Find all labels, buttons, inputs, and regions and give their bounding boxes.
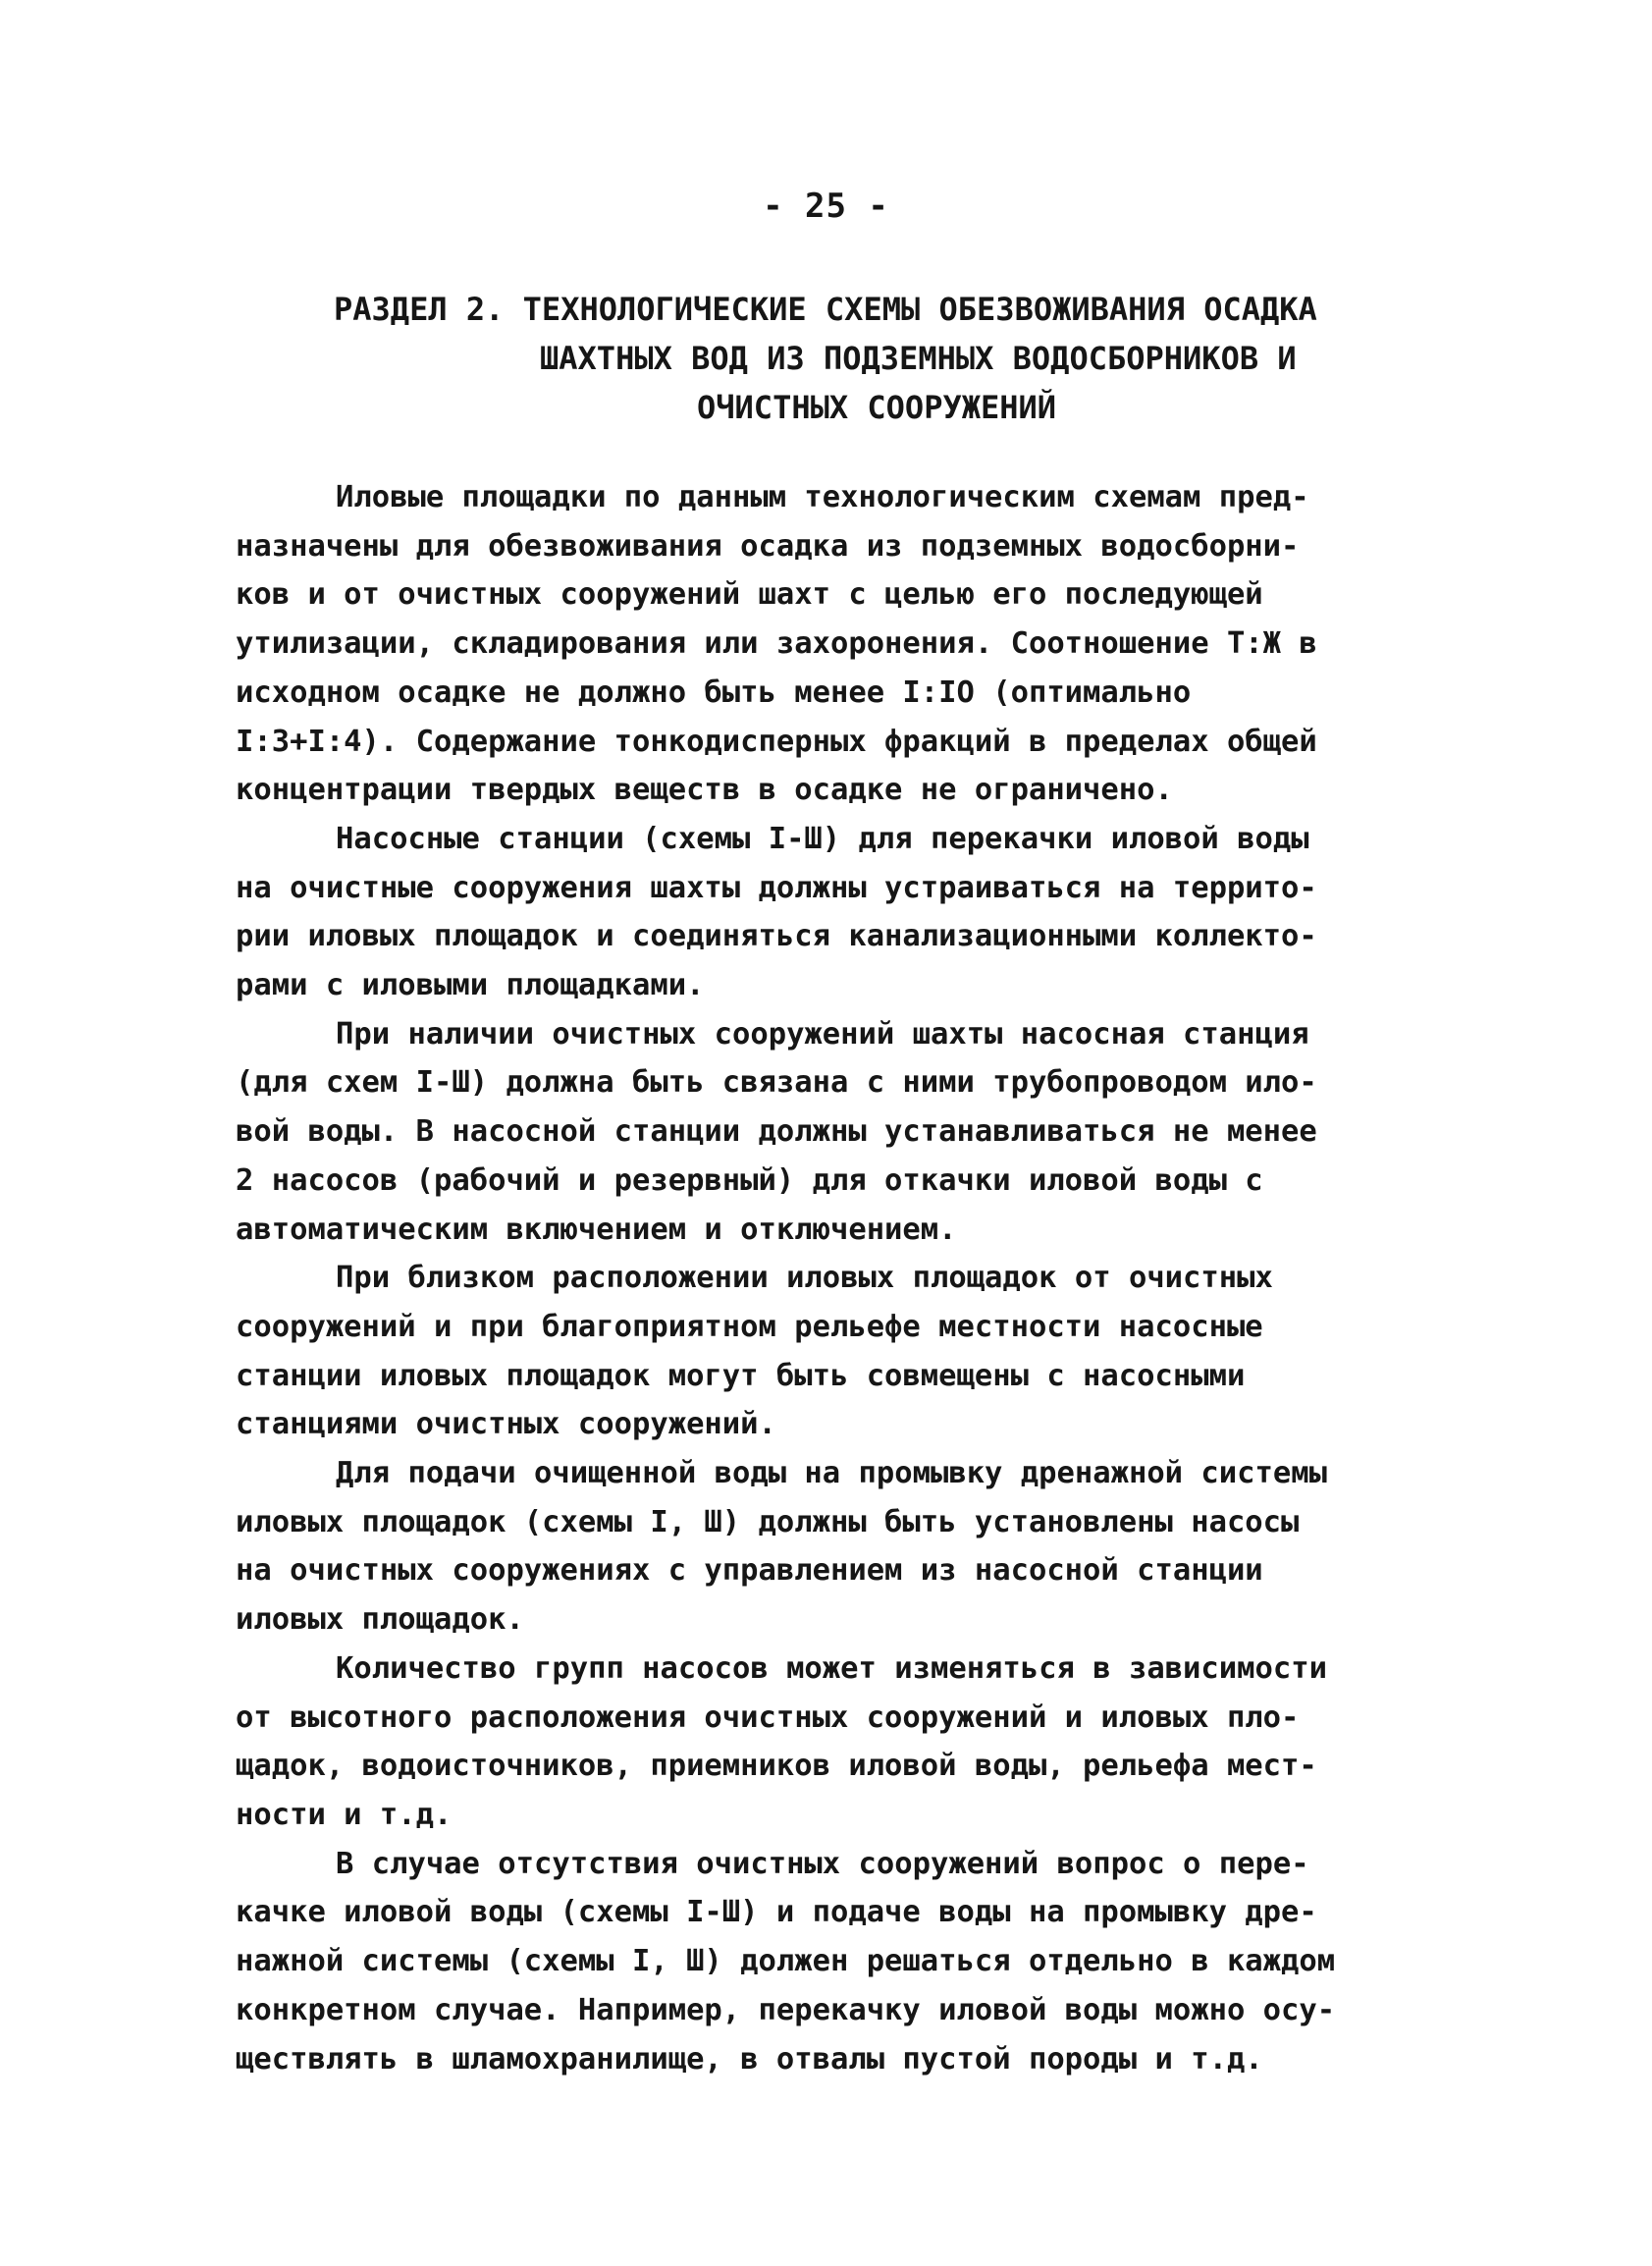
text-line: ществлять в шламохранилище, в отвалы пустой породы и т.д. [236, 2041, 1263, 2077]
text-line: (для схем I-Ш) должна быть связана с ними трубопроводом ило- [236, 1065, 1317, 1101]
text-line: При наличии очистных сооружений шахты насосная станция [336, 1016, 1309, 1052]
text-line: автоматическим включением и отключением. [236, 1212, 957, 1247]
text-line: ности и т.д. [236, 1797, 453, 1832]
text-line: рии иловых площадок и соединяться канализационными коллекто- [236, 919, 1317, 954]
text-line: на очистных сооружениях с управлением из насосной станции [236, 1553, 1263, 1589]
text-line: нажной системы (схемы I, Ш) должен решаться отдельно в каждом [236, 1944, 1336, 1979]
section-heading-line-2: ШАХТНЫХ ВОД ИЗ ПОДЗЕМНЫХ ВОДОСБОРНИКОВ И [540, 340, 1297, 377]
text-line: Количество групп насосов может изменяться в зависимости [336, 1650, 1327, 1686]
page-number: - 25 - [763, 187, 889, 226]
text-line: конкретном случае. Например, перекачку иловой воды можно осу- [236, 1992, 1336, 2027]
text-line: станции иловых площадок могут быть совмещены с насосными [236, 1358, 1246, 1393]
text-line: исходном осадке не должно быть менее I:IO (оптимально [236, 674, 1192, 710]
text-line: щадок, водоисточников, приемников иловой воды, рельефа мест- [236, 1749, 1317, 1784]
text-line: назначены для обезвоживания осадка из подземных водосборни- [236, 528, 1300, 564]
text-line: Для подачи очищенной воды на промывку дренажной системы [336, 1456, 1327, 1491]
text-line: вой воды. В насосной станции должны устанавливаться не менее [236, 1114, 1317, 1150]
text-line: концентрации твердых веществ в осадке не ограничено. [236, 773, 1173, 808]
text-line: 2 насосов (рабочий и резервный) для откачки иловой воды с [236, 1162, 1263, 1198]
text-line: При близком расположении иловых площадок от очистных [336, 1261, 1273, 1296]
text-line: качке иловой воды (схемы I-Ш) и подаче воды на промывку дре- [236, 1895, 1317, 1930]
text-line: сооружений и при благоприятном рельефе местности насосные [236, 1309, 1263, 1344]
text-line: станциями очистных сооружений. [236, 1407, 776, 1442]
text-line: ков и от очистных сооружений шахт с целью его последующей [236, 577, 1263, 613]
text-line: иловых площадок. [236, 1602, 524, 1638]
section-heading [334, 285, 1413, 432]
section-heading-line-3: ОЧИСТНЫХ СООРУЖЕНИЙ [697, 389, 1057, 426]
text-line: I:3+I:4). Содержание тонкодисперных фракций в пределах общей [236, 724, 1317, 759]
text-line: рами с иловыми площадками. [236, 968, 705, 1003]
text-line: иловых площадок (схемы I, Ш) должны быть установлены насосы [236, 1504, 1300, 1539]
text-line: Насосные станции (схемы I-Ш) для перекачки иловой воды [336, 821, 1309, 856]
text-line: утилизации, складирования или захоронения. Соотношение Т:Ж в [236, 626, 1317, 662]
body-text [236, 473, 1443, 2083]
section-heading-line-1: РАЗДЕЛ 2. ТЕХНОЛОГИЧЕСКИЕ СХЕМЫ ОБЕЗВОЖИВАНИЯ ОСАДКА [334, 291, 1317, 328]
text-line: от высотного расположения очистных сооружений и иловых пло- [236, 1700, 1300, 1735]
text-line: на очистные сооружения шахты должны устраиваться на террито- [236, 870, 1317, 905]
text-line: Иловые площадки по данным технологическим схемам пред- [336, 480, 1309, 514]
text-line: В случае отсутствия очистных сооружений вопрос о пере- [336, 1846, 1309, 1881]
